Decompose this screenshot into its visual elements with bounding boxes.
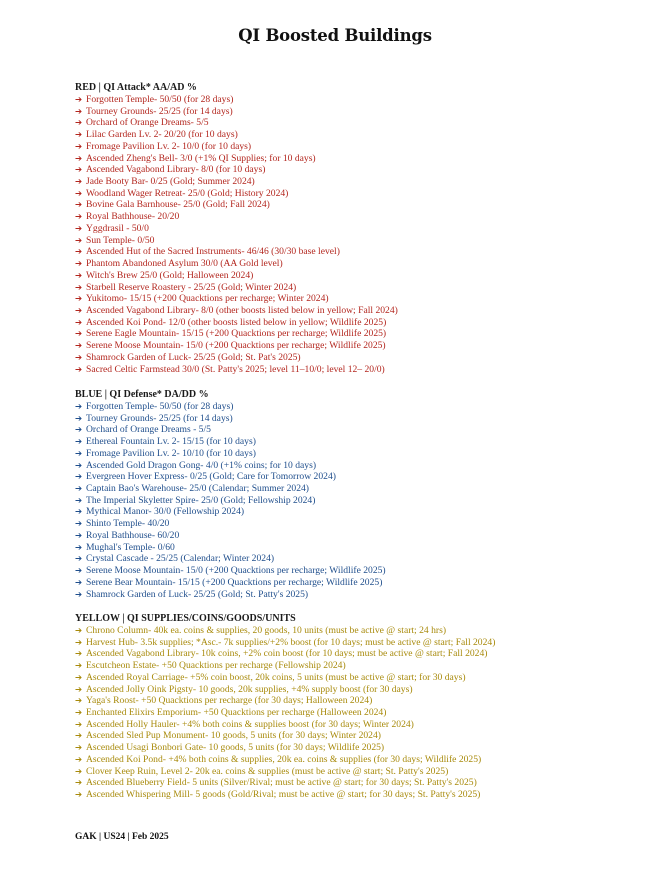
- building-text: Tourney Grounds- 25/25 (for 14 days): [86, 412, 233, 424]
- list-item-blue: [75, 530, 655, 542]
- building-text: Ascended Vagabond Library- 10k coins, +2% coin boost (for 10 days; must be active @ start; Fall 2024): [86, 648, 488, 660]
- building-text: Serene Bear Mountain- 15/15 (+200 Quacktions per recharge; Wildlife 2025): [86, 576, 383, 588]
- building-text: Ethereal Fountain Lv. 2- 15/15 (for 10 days): [86, 436, 256, 448]
- building-text: Evergreen Hover Express- 0/25 (Gold; Care for Tomorrow 2024): [86, 471, 336, 483]
- arrow-icon: ➔: [75, 484, 83, 495]
- building-text: Harvest Hub- 3.5k supplies; *Asc.- 7k supplies/+2% boost (for 10 days; must be active @ start; Fall 2024): [86, 636, 496, 648]
- arrow-icon: ➔: [75, 708, 83, 719]
- building-text: Shamrock Garden of Luck- 25/25 (Gold; St. Pat's 2025): [86, 351, 301, 363]
- arrow-icon: ➔: [75, 649, 83, 660]
- section-yellow: [75, 613, 655, 801]
- building-text: Ascended Whispering Mill- 5 goods (Gold/Rival; must be active @ start; for 30 days; St. Patty's 2025): [86, 789, 481, 801]
- list-item-blue: [75, 518, 655, 530]
- list-item-red: [75, 153, 655, 165]
- arrow-icon: ➔: [75, 566, 83, 577]
- arrow-icon: ➔: [75, 731, 83, 742]
- list-item-red: [75, 340, 655, 352]
- building-text: Witch's Brew 25/0 (Gold; Halloween 2024): [86, 269, 254, 281]
- list-item-red: [75, 117, 655, 129]
- arrow-icon: ➔: [75, 472, 83, 483]
- arrow-icon: ➔: [75, 402, 83, 412]
- building-text: Mughal's Temple- 0/60: [86, 541, 175, 553]
- arrow-icon: ➔: [75, 188, 83, 199]
- section-blue: [75, 389, 655, 600]
- arrow-icon: ➔: [75, 247, 83, 258]
- list-item-blue: [75, 448, 655, 460]
- arrow-icon: ➔: [75, 766, 83, 777]
- list-item-yellow: [75, 695, 655, 707]
- list-item-blue: [75, 436, 655, 448]
- building-text: Ascended Koi Pond- 12/0 (other boosts listed below in yellow; Wildlife 2025): [86, 316, 387, 328]
- list-item-blue: [75, 483, 655, 495]
- building-text: Tourney Grounds- 25/25 (for 14 days): [86, 105, 233, 117]
- list-item-blue: [75, 577, 655, 589]
- building-text: Yggdrasil - 50/0: [86, 222, 149, 234]
- list-item-red: [75, 176, 655, 188]
- building-text: Yaga's Roost- +50 Quacktions per recharge (for 30 days; Halloween 2024): [86, 695, 373, 707]
- arrow-icon: ➔: [75, 425, 83, 436]
- list-item-blue: [75, 553, 655, 565]
- arrow-icon: ➔: [75, 672, 83, 683]
- building-text: Shinto Temple- 40/20: [86, 518, 170, 530]
- list-item-red: [75, 246, 655, 258]
- building-text: Forgotten Temple- 50/50 (for 28 days): [86, 94, 234, 105]
- arrow-icon: ➔: [75, 141, 83, 152]
- arrow-icon: ➔: [75, 259, 83, 270]
- arrow-icon: ➔: [75, 684, 83, 695]
- arrow-icon: ➔: [75, 542, 83, 553]
- building-text: Captain Bao's Warehouse- 25/0 (Calendar; Summer 2024): [86, 483, 309, 495]
- arrow-icon: ➔: [75, 437, 83, 448]
- building-text: Ascended Koi Pond- +4% both coins & supplies, 20k ea. coins & supplies (for 30 days; Wildlife 2025): [86, 753, 482, 765]
- building-text: Ascended Jolly Oink Pigsty- 10 goods, 20k supplies, +4% supply boost (for 30 days): [86, 683, 413, 695]
- arrow-icon: ➔: [75, 589, 83, 600]
- arrow-icon: ➔: [75, 448, 83, 459]
- building-text: Royal Bathhouse- 20/20: [86, 211, 180, 223]
- list-item-blue: [75, 460, 655, 472]
- list-item-blue: [75, 565, 655, 577]
- list-item-blue: [75, 424, 655, 436]
- building-text: Serene Eagle Mountain- 15/15 (+200 Quacktions per recharge; Wildlife 2025): [86, 328, 387, 340]
- list-item-yellow: [75, 707, 655, 719]
- arrow-icon: ➔: [75, 317, 83, 328]
- arrow-icon: ➔: [75, 696, 83, 707]
- list-item-blue: [75, 495, 655, 507]
- arrow-icon: ➔: [75, 235, 83, 246]
- arrow-icon: ➔: [75, 106, 83, 117]
- arrow-icon: ➔: [75, 282, 83, 293]
- arrow-icon: ➔: [75, 165, 83, 176]
- list-item-yellow: [75, 660, 655, 672]
- building-text: Ascended Zheng's Bell- 3/0 (+1% QI Supplies; for 10 days): [86, 152, 316, 164]
- arrow-icon: ➔: [75, 754, 83, 765]
- building-text: Chrono Column- 40k ea. coins & supplies, 20 goods, 10 units (must be active @ start; 24 hrs): [86, 625, 447, 636]
- arrow-icon: ➔: [75, 719, 83, 730]
- building-text: Ascended Blueberry Field- 5 units (Silver/Rival; must be active @ start; for 30 days; St. Patty's 2025): [86, 777, 477, 789]
- arrow-icon: ➔: [75, 507, 83, 518]
- list-item-red: [75, 188, 655, 200]
- list-item-yellow: [75, 625, 655, 637]
- building-text: Sun Temple- 0/50: [86, 234, 155, 246]
- item-list-yellow: [75, 625, 655, 801]
- building-text: Fromage Pavilion Lv. 2- 10/10 (for 10 days): [86, 447, 256, 459]
- building-text: Bovine Gala Barnhouse- 25/0 (Gold; Fall 2024): [86, 199, 270, 211]
- list-item-red: [75, 235, 655, 247]
- list-item-blue: [75, 413, 655, 425]
- arrow-icon: ➔: [75, 130, 83, 141]
- list-item-yellow: [75, 684, 655, 696]
- list-item-red: [75, 328, 655, 340]
- building-text: Enchanted Elixirs Emporium- +50 Quacktions per recharge (Halloween 2024): [86, 707, 387, 719]
- list-item-yellow: [75, 754, 655, 766]
- list-item-yellow: [75, 719, 655, 731]
- building-text: Clover Keep Ruin, Level 2- 20k ea. coins & supplies (must be active @ start; St. Patty's 2025): [86, 765, 449, 777]
- arrow-icon: ➔: [75, 341, 83, 352]
- list-item-red: [75, 199, 655, 211]
- list-item-red: [75, 164, 655, 176]
- arrow-icon: ➔: [75, 577, 83, 588]
- list-item-red: [75, 305, 655, 317]
- list-item-red: [75, 352, 655, 364]
- page-footer: GAK | US24 | Feb 2025: [75, 832, 169, 842]
- arrow-icon: ➔: [75, 637, 83, 648]
- arrow-icon: ➔: [75, 743, 83, 754]
- arrow-icon: ➔: [75, 305, 83, 316]
- list-item-blue: [75, 401, 655, 413]
- building-text: Orchard of Orange Dreams- 5/5: [86, 117, 209, 129]
- arrow-icon: ➔: [75, 212, 83, 223]
- page-title: QI Boosted Buildings: [238, 26, 432, 45]
- building-text: Ascended Usagi Bonbori Gate- 10 goods, 5 units (for 30 days; Wildlife 2025): [86, 742, 385, 754]
- arrow-icon: ➔: [75, 460, 83, 471]
- list-item-yellow: [75, 637, 655, 649]
- arrow-icon: ➔: [75, 200, 83, 211]
- list-item-yellow: [75, 672, 655, 684]
- arrow-icon: ➔: [75, 294, 83, 305]
- arrow-icon: ➔: [75, 495, 83, 506]
- list-item-red: [75, 223, 655, 235]
- item-list-blue: [75, 401, 655, 600]
- list-item-red: [75, 282, 655, 294]
- arrow-icon: ➔: [75, 223, 83, 234]
- building-text: Yukitomo- 15/15 (+200 Quacktions per recharge; Winter 2024): [86, 293, 329, 305]
- list-item-yellow: [75, 648, 655, 660]
- building-text: Ascended Vagabond Library- 8/0 (other boosts listed below in yellow; Fall 2024): [86, 304, 398, 316]
- arrow-icon: ➔: [75, 413, 83, 424]
- arrow-icon: ➔: [75, 530, 83, 541]
- building-text: Fromage Pavilion Lv. 2- 10/0 (for 10 days): [86, 140, 252, 152]
- building-text: Orchard of Orange Dreams - 5/5: [86, 424, 211, 436]
- arrow-icon: ➔: [75, 118, 83, 129]
- list-item-red: [75, 317, 655, 329]
- arrow-icon: ➔: [75, 153, 83, 164]
- building-text: Phantom Abandoned Asylum 30/0 (AA Gold level): [86, 258, 283, 270]
- arrow-icon: ➔: [75, 95, 83, 105]
- building-text: Royal Bathhouse- 60/20: [86, 529, 180, 541]
- building-text: Ascended Holly Hauler- +4% both coins & supplies boost (for 30 days; Winter 2024): [86, 718, 414, 730]
- arrow-icon: ➔: [75, 364, 83, 375]
- building-text: Forgotten Temple- 50/50 (for 28 days): [86, 401, 234, 412]
- arrow-icon: ➔: [75, 519, 83, 530]
- arrow-icon: ➔: [75, 778, 83, 789]
- building-text: Serene Moose Mountain- 15/0 (+200 Quacktions per recharge; Wildlife 2025): [86, 565, 386, 577]
- list-item-red: [75, 293, 655, 305]
- list-item-yellow: [75, 766, 655, 778]
- list-item-red: [75, 106, 655, 118]
- section-red: [75, 82, 655, 375]
- list-item-blue: [75, 542, 655, 554]
- section-heading-red: RED | QI Attack* AA/AD %: [75, 82, 197, 93]
- arrow-icon: ➔: [75, 177, 83, 188]
- arrow-icon: ➔: [75, 554, 83, 565]
- building-text: Woodland Wager Retreat- 25/0 (Gold; History 2024): [86, 187, 289, 199]
- building-text: Starbell Reserve Roastery - 25/25 (Gold; Winter 2024): [86, 281, 297, 293]
- building-text: Ascended Gold Dragon Gong- 4/0 (+1% coins; for 10 days): [86, 459, 317, 471]
- arrow-icon: ➔: [75, 270, 83, 281]
- building-text: Ascended Royal Carriage- +5% coin boost, 20k coins, 5 units (must be active @ start; for 30 days): [86, 671, 466, 683]
- list-item-red: [75, 94, 655, 106]
- building-text: Ascended Sled Pup Monument- 10 goods, 5 units (for 30 days; Winter 2024): [86, 730, 381, 742]
- list-item-red: [75, 141, 655, 153]
- arrow-icon: ➔: [75, 626, 83, 636]
- arrow-icon: ➔: [75, 329, 83, 340]
- building-text: Mythical Manor- 30/0 (Fellowship 2024): [86, 506, 245, 518]
- arrow-icon: ➔: [75, 790, 83, 801]
- building-text: Sacred Celtic Farmstead 30/0 (St. Patty's 2025; level 11–10/0; level 12– 20/0): [86, 363, 385, 375]
- building-text: Shamrock Garden of Luck- 25/25 (Gold; St. Patty's 2025): [86, 588, 309, 600]
- list-item-yellow: [75, 742, 655, 754]
- section-heading-yellow: YELLOW | QI SUPPLIES/COINS/GOODS/UNITS: [75, 613, 296, 624]
- building-text: Serene Moose Mountain- 15/0 (+200 Quacktions per recharge; Wildlife 2025): [86, 340, 386, 352]
- list-item-red: [75, 129, 655, 141]
- building-text: Ascended Vagabond Library- 8/0 (for 10 days): [86, 164, 266, 176]
- building-text: Escutcheon Estate- +50 Quacktions per recharge (Fellowship 2024): [86, 660, 346, 672]
- list-item-yellow: [75, 789, 655, 801]
- section-heading-blue: BLUE | QI Defense* DA/DD %: [75, 389, 209, 400]
- list-item-blue: [75, 589, 655, 601]
- building-text: Ascended Hut of the Sacred Instruments- 46/46 (30/30 base level): [86, 246, 340, 258]
- list-item-yellow: [75, 730, 655, 742]
- list-item-blue: [75, 506, 655, 518]
- list-item-red: [75, 258, 655, 270]
- list-item-red: [75, 270, 655, 282]
- item-list-red: [75, 94, 655, 375]
- list-item-yellow: [75, 777, 655, 789]
- list-item-red: [75, 211, 655, 223]
- building-text: Crystal Cascade - 25/25 (Calendar; Winter 2024): [86, 553, 275, 565]
- building-text: Jade Booty Bar- 0/25 (Gold; Summer 2024): [86, 176, 255, 188]
- building-text: Lilac Garden Lv. 2- 20/20 (for 10 days): [86, 129, 238, 141]
- arrow-icon: ➔: [75, 661, 83, 672]
- arrow-icon: ➔: [75, 352, 83, 363]
- building-text: The Imperial Skyletter Spire- 25/0 (Gold; Fellowship 2024): [86, 494, 316, 506]
- list-item-blue: [75, 471, 655, 483]
- list-item-red: [75, 364, 655, 376]
